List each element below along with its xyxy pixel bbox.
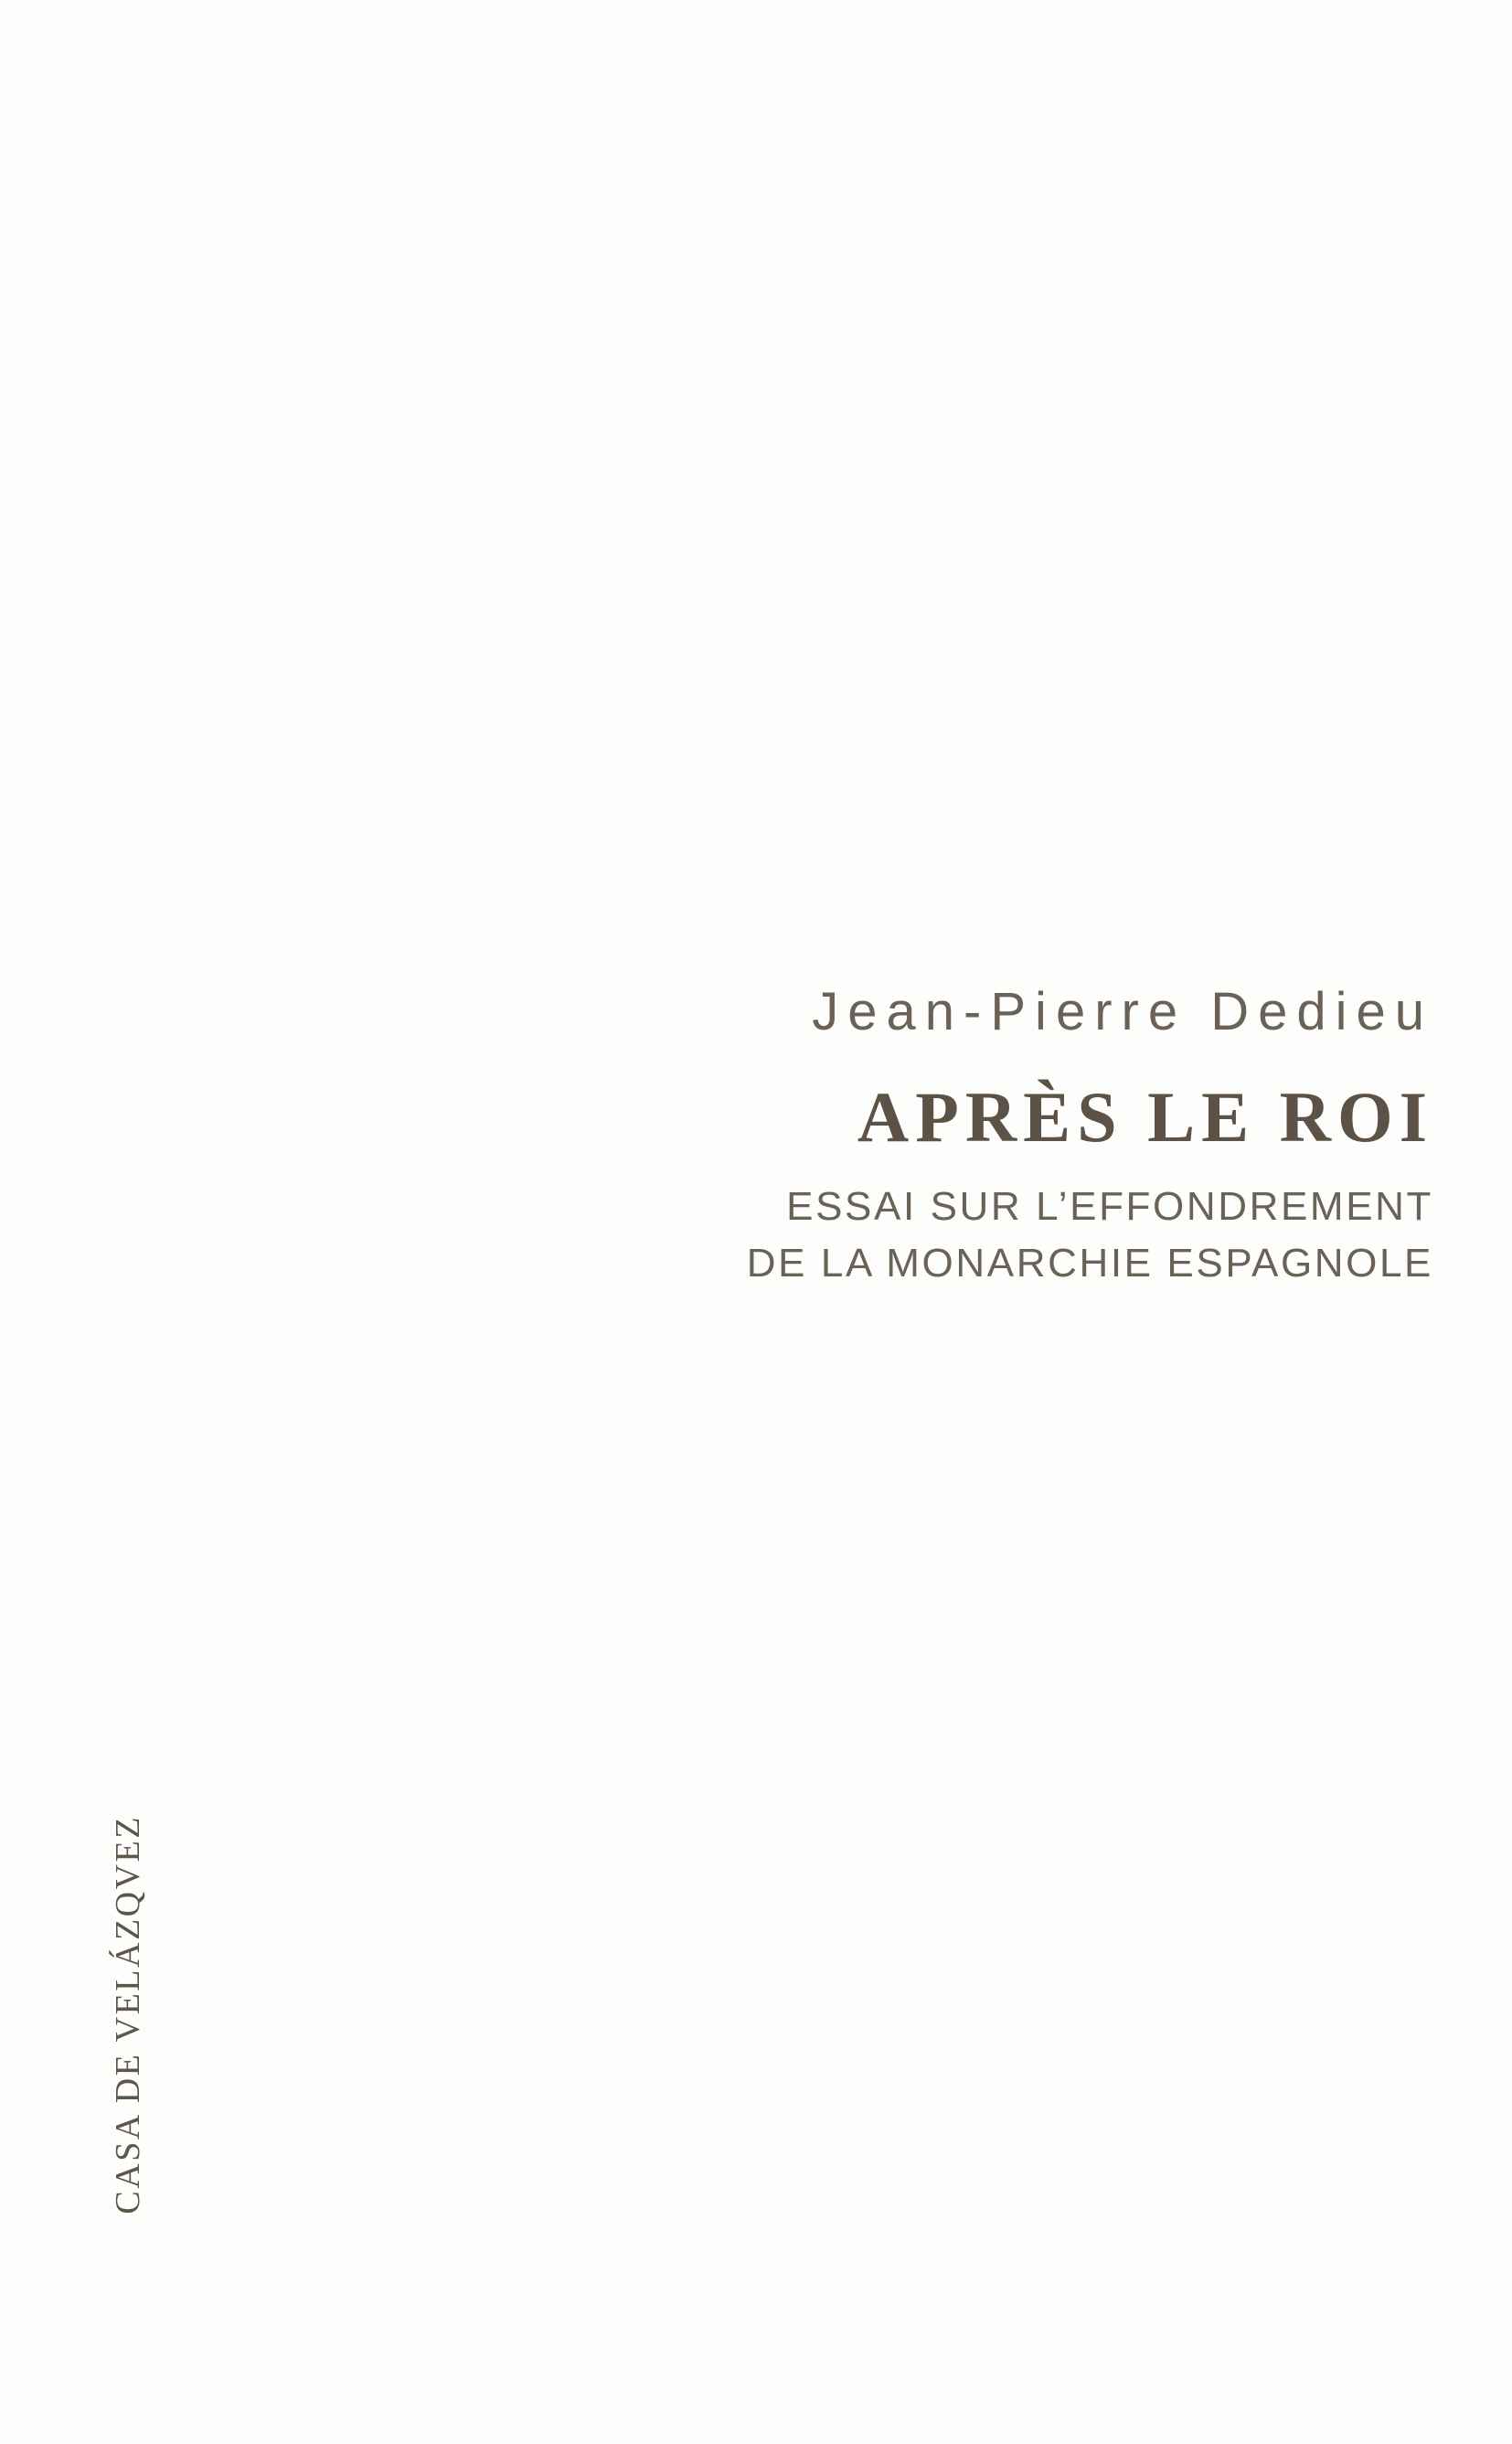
cover-title-block: [494, 983, 1435, 1293]
book-subtitle-line-2: DE LA MONARCHIE ESPAGNOLE: [746, 1241, 1433, 1286]
book-title: APRÈS LE ROI: [857, 1076, 1433, 1157]
publisher-name: CASA DE VELÁZQVEZ: [109, 1815, 147, 2215]
author-name: Jean-Pierre Dedieu: [812, 982, 1433, 1041]
book-subtitle: [494, 1179, 1435, 1293]
book-subtitle-line-1: ESSAI SUR L’EFFONDREMENT: [786, 1183, 1433, 1229]
